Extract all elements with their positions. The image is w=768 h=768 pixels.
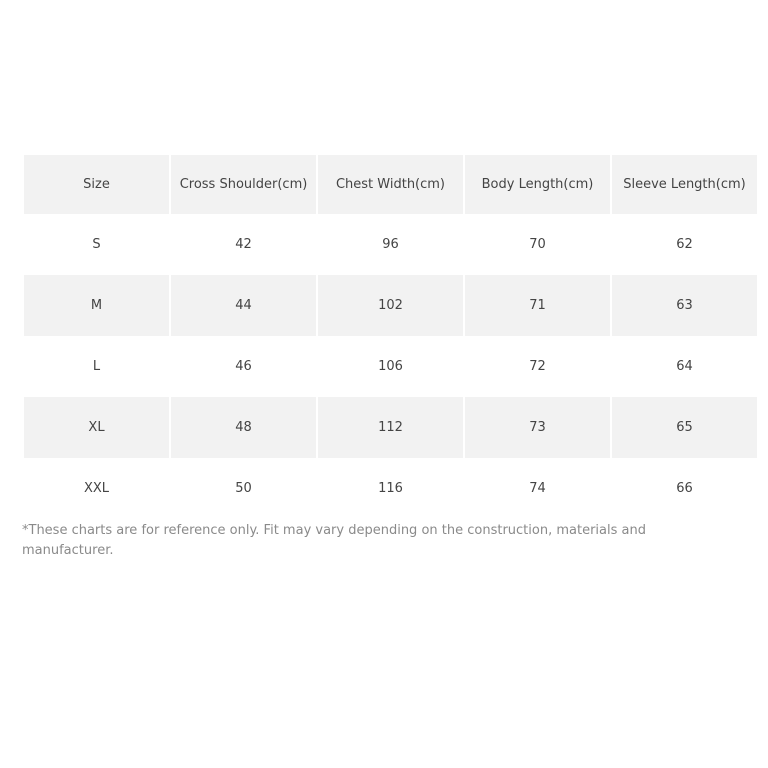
table-row [24,458,757,519]
cell-size: S [24,214,169,275]
cell-cross-shoulder: 44 [171,275,316,336]
cell-size: L [24,336,169,397]
cell-size: M [24,275,169,336]
cell-body-length: 71 [465,275,610,336]
cell-size: XL [24,397,169,458]
header-sleeve-length: Sleeve Length(cm) [612,155,757,214]
cell-size: XXL [24,458,169,519]
cell-chest-width: 116 [318,458,463,519]
cell-body-length: 70 [465,214,610,275]
header-size: Size [24,155,169,214]
cell-chest-width: 102 [318,275,463,336]
cell-chest-width: 112 [318,397,463,458]
cell-cross-shoulder: 42 [171,214,316,275]
reference-footnote: *These charts are for reference only. Fit may vary depending on the construction, materials and manufacturer. [22,523,646,558]
header-body-length: Body Length(cm) [465,155,610,214]
cell-body-length: 74 [465,458,610,519]
table-row [24,214,757,275]
table-header-row [24,155,757,214]
cell-chest-width: 96 [318,214,463,275]
cell-chest-width: 106 [318,336,463,397]
cell-cross-shoulder: 48 [171,397,316,458]
table-row [24,275,757,336]
cell-sleeve-length: 65 [612,397,757,458]
cell-sleeve-length: 62 [612,214,757,275]
cell-cross-shoulder: 50 [171,458,316,519]
cell-sleeve-length: 64 [612,336,757,397]
cell-sleeve-length: 66 [612,458,757,519]
header-cross-shoulder: Cross Shoulder(cm) [171,155,316,214]
cell-body-length: 72 [465,336,610,397]
cell-sleeve-length: 63 [612,275,757,336]
header-chest-width: Chest Width(cm) [318,155,463,214]
size-chart-table [22,155,759,519]
cell-body-length: 73 [465,397,610,458]
cell-cross-shoulder: 46 [171,336,316,397]
table-row [24,397,757,458]
table-row [24,336,757,397]
